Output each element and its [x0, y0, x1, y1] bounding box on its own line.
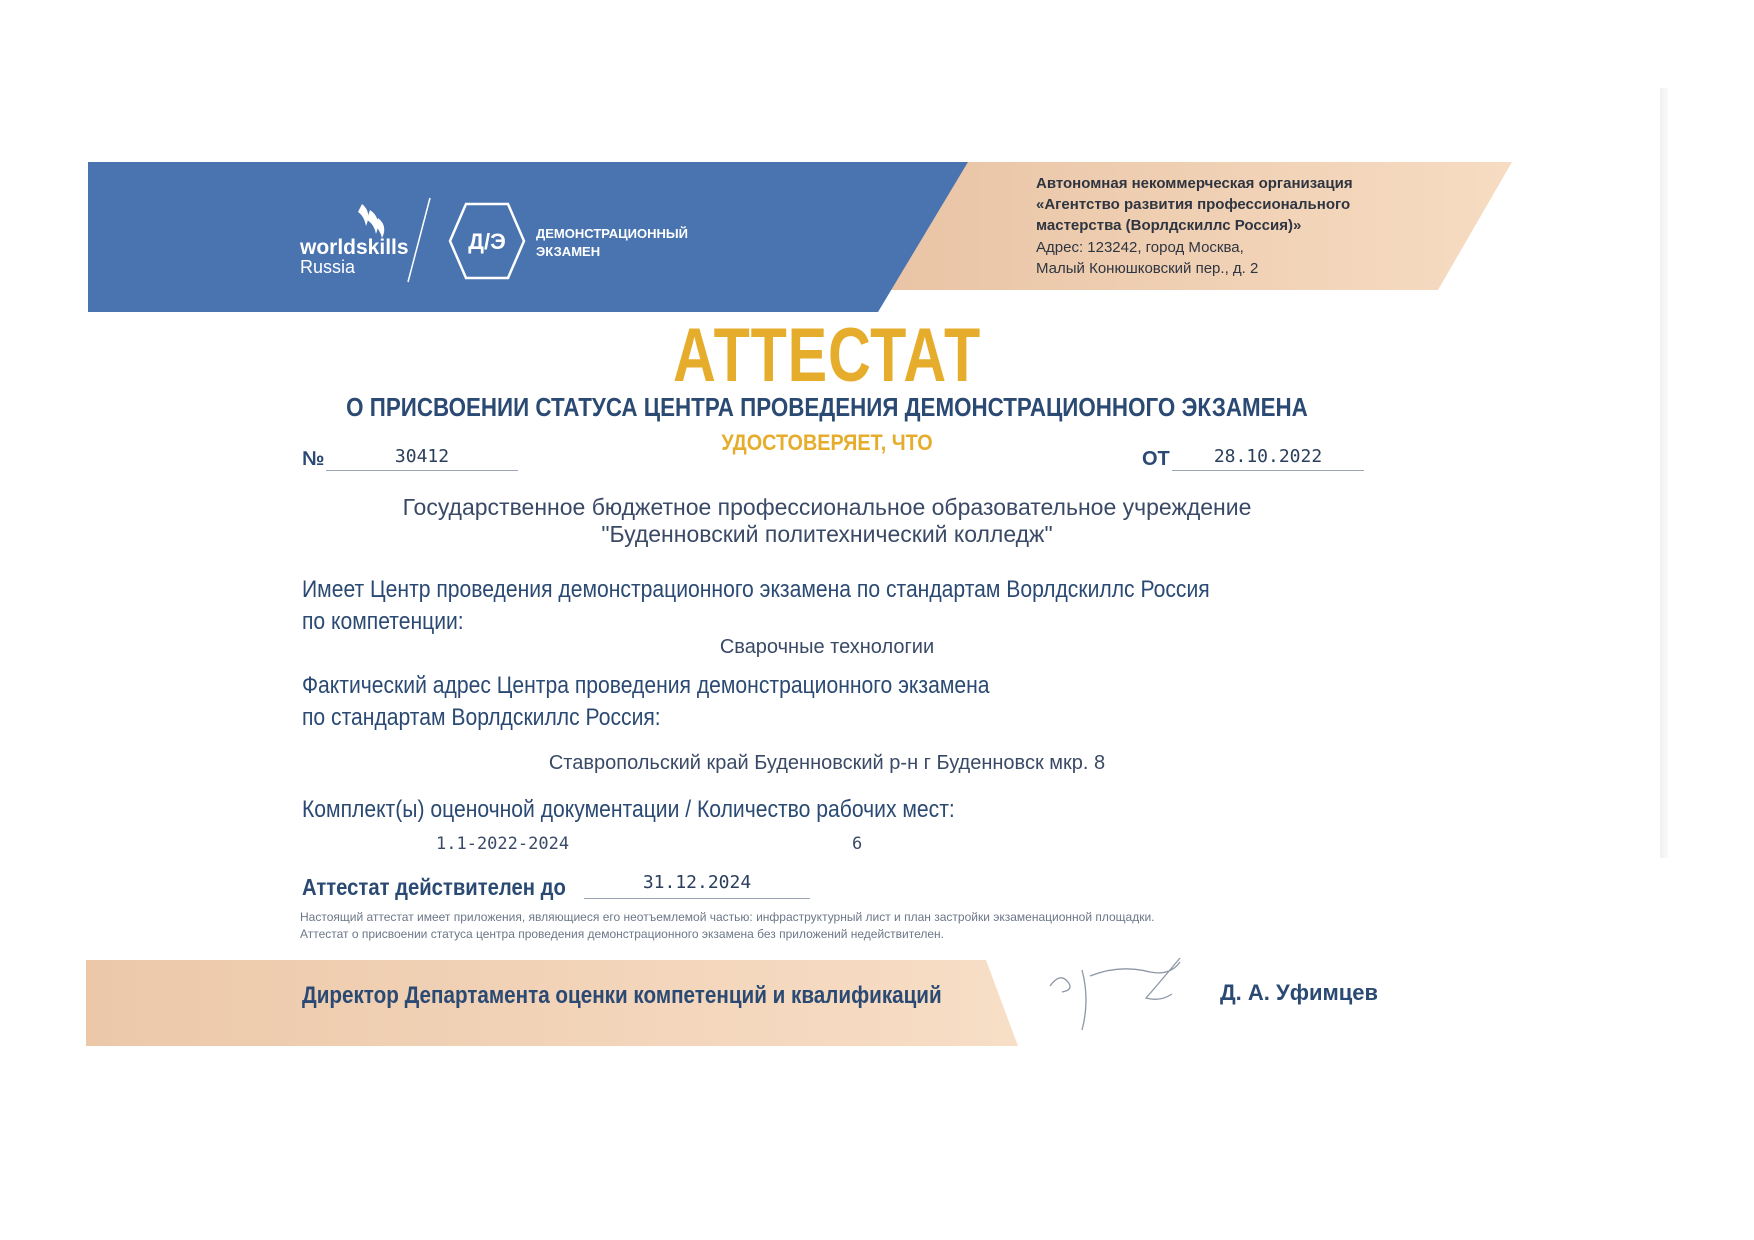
address-label-line2: по стандартам Ворлдскиллс Россия: — [302, 704, 661, 731]
logo-divider — [408, 198, 430, 282]
org-name: Автономная некоммерческая организация «Агентство развития профессионального мастерства (Ворлдскиллс Россия)» — [1036, 175, 1353, 234]
de-label-line2: ЭКЗАМЕН — [536, 244, 601, 259]
has-center-text-line2: по компетенции: — [302, 608, 464, 635]
certificate-title: АТТЕСТАТ — [673, 313, 981, 398]
note-line2: Аттестат о присвоении статуса центра проведения демонстрационного экзамена без приложений недействителен. — [300, 927, 945, 941]
worldskills-wordmark: worldskills — [300, 236, 409, 259]
center-address: Ставропольский край Буденновский р-н г Буденновск мкр. 8 — [548, 752, 1106, 774]
scan-edge-shadow — [1660, 88, 1668, 858]
number-label: № — [302, 448, 325, 470]
note-line1: Настоящий аттестат имеет приложения, являющиеся его неотъемлемой частью: инфраструктурный лист и план застройки экзаменационной площадки. — [300, 910, 1155, 924]
signature-mark — [1030, 936, 1230, 1046]
certificate-subtitle: О ПРИСВОЕНИИ СТАТУСА ЦЕНТРА ПРОВЕДЕНИЯ ДЕМОНСТРАЦИОННОГО ЭКЗАМЕНА — [346, 392, 1308, 422]
competence-value: Сварочные технологии — [719, 636, 935, 658]
certifies-label: УДОСТОВЕРЯЕТ, ЧТО — [721, 430, 933, 455]
worldskills-russia: Russia — [300, 257, 356, 277]
has-center-text-line1: Имеет Центр проведения демонстрационного экзамена по стандартам Ворлдскиллс Россия — [302, 576, 1210, 603]
director-title: Директор Департамента оценки компетенций и квалификаций — [302, 982, 942, 1009]
de-label-line1: ДЕМОНСТРАЦИОННЫЙ — [536, 226, 688, 241]
valid-until-date: 31.12.2024 — [584, 872, 810, 899]
address-label-line1: Фактический адрес Центра проведения демонстрационного экзамена — [302, 672, 990, 699]
svg-text:Д/Э: Д/Э — [468, 229, 506, 254]
de-hexagon-icon — [450, 204, 524, 278]
header-logos — [300, 196, 730, 286]
date-label: ОТ — [1142, 448, 1170, 470]
certificate-date: 28.10.2022 — [1172, 446, 1364, 471]
director-name: Д. А. Уфимцев — [1220, 980, 1379, 1005]
certificate-number: 30412 — [326, 446, 518, 471]
kit-label: Комплект(ы) оценочной документации / Количество рабочих мест: — [302, 796, 955, 823]
kit-workplaces: 6 — [852, 834, 863, 854]
valid-until-label: Аттестат действителен до — [302, 874, 566, 900]
org-address: Адрес: 123242, город Москва, Малый Конюшковский пер., д. 2 — [1036, 239, 1259, 277]
institution-name: Государственное бюджетное профессиональное образовательное учреждение "Буденновский политехнический колледж" — [402, 494, 1252, 547]
kit-code: 1.1-2022-2024 — [436, 834, 570, 854]
worldskills-flame-icon — [358, 204, 384, 238]
